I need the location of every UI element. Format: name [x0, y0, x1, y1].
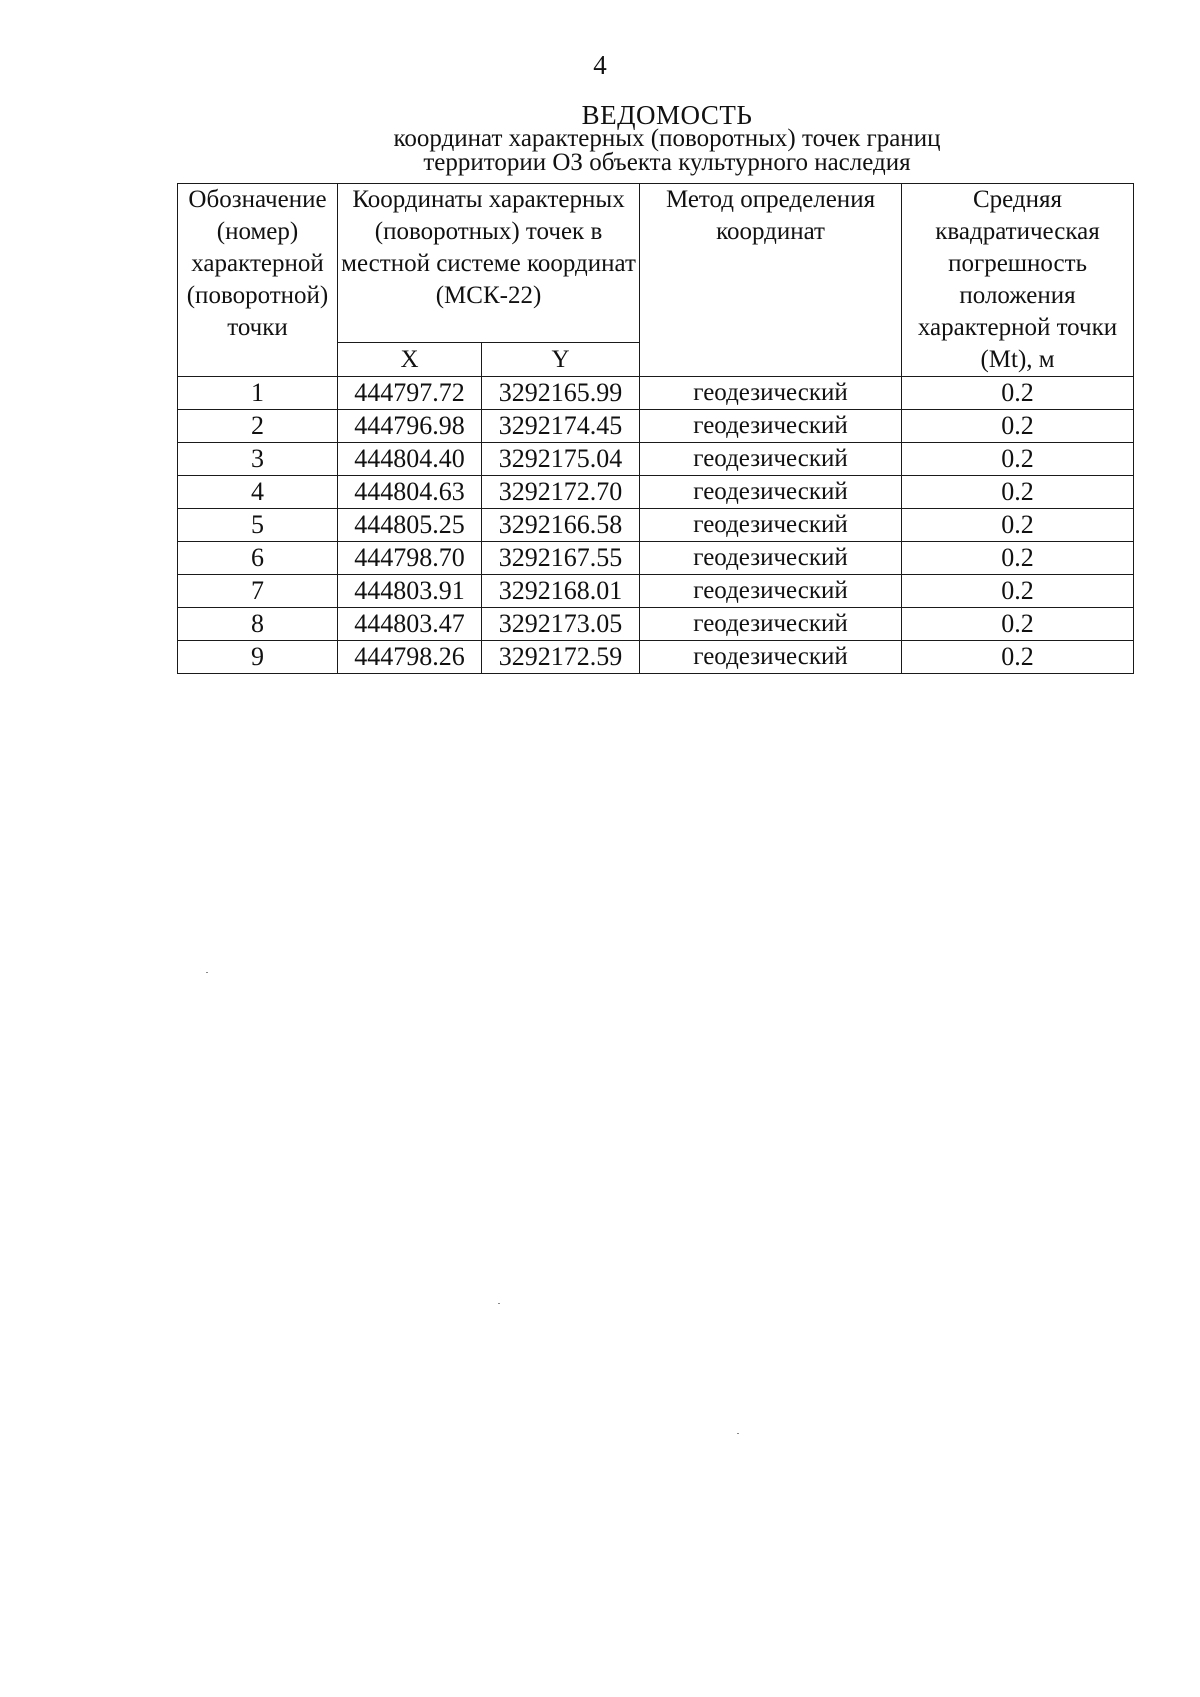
table-row — [178, 410, 1134, 443]
error-cell: 0.2 — [902, 542, 1134, 575]
error-cell: 0.2 — [902, 509, 1134, 542]
table-body — [178, 377, 1134, 674]
table-row — [178, 608, 1134, 641]
x-coordinate-cell: 444804.63 — [338, 476, 482, 509]
table-row — [178, 509, 1134, 542]
point-number-cell: 7 — [178, 575, 338, 608]
page-number: 4 — [593, 50, 607, 80]
scan-speck — [206, 972, 208, 973]
table-row — [178, 641, 1134, 674]
x-coordinate-cell: 444803.47 — [338, 608, 482, 641]
x-coordinate-cell: 444796.98 — [338, 410, 482, 443]
method-cell: геодезический — [640, 575, 902, 608]
y-coordinate-cell: 3292172.70 — [482, 476, 640, 509]
y-coordinate-cell: 3292165.99 — [482, 377, 640, 410]
y-coordinate-cell: 3292172.59 — [482, 641, 640, 674]
subtitle-line-1: координат характерных (поворотных) точек границ — [393, 125, 941, 152]
table-row — [178, 575, 1134, 608]
y-coordinate-cell: 3292168.01 — [482, 575, 640, 608]
error-cell: 0.2 — [902, 575, 1134, 608]
header-error: Средняя квадратическая погрешность положения характерной точки (Mt), м — [902, 184, 1134, 377]
header-designation: Обозначение (номер) характерной (поворотной) точки — [178, 184, 338, 377]
x-coordinate-cell: 444804.40 — [338, 443, 482, 476]
error-cell: 0.2 — [902, 641, 1134, 674]
point-number-cell: 2 — [178, 410, 338, 443]
error-cell: 0.2 — [902, 377, 1134, 410]
y-coordinate-cell: 3292175.04 — [482, 443, 640, 476]
x-coordinate-cell: 444798.26 — [338, 641, 482, 674]
table-row — [178, 542, 1134, 575]
error-cell: 0.2 — [902, 608, 1134, 641]
y-coordinate-cell: 3292173.05 — [482, 608, 640, 641]
y-coordinate-cell: 3292166.58 — [482, 509, 640, 542]
point-number-cell: 6 — [178, 542, 338, 575]
subtitle-line-2: территории ОЗ объекта культурного наследия — [423, 149, 911, 176]
x-coordinate-cell: 444798.70 — [338, 542, 482, 575]
method-cell: геодезический — [640, 443, 902, 476]
document-subtitle — [0, 127, 1200, 175]
table-row — [178, 443, 1134, 476]
point-number-cell: 3 — [178, 443, 338, 476]
point-number-cell: 5 — [178, 509, 338, 542]
method-cell: геодезический — [640, 377, 902, 410]
x-coordinate-cell: 444803.91 — [338, 575, 482, 608]
header-y: Y — [482, 343, 640, 377]
point-number-cell: 8 — [178, 608, 338, 641]
error-cell: 0.2 — [902, 476, 1134, 509]
coordinates-table — [177, 183, 1134, 674]
x-coordinate-cell: 444805.25 — [338, 509, 482, 542]
method-cell: геодезический — [640, 410, 902, 443]
document-title: ВЕДОМОСТЬ — [581, 100, 753, 130]
error-cell: 0.2 — [902, 410, 1134, 443]
scan-speck — [498, 1303, 500, 1304]
method-cell: геодезический — [640, 608, 902, 641]
method-cell: геодезический — [640, 641, 902, 674]
point-number-cell: 1 — [178, 377, 338, 410]
point-number-cell: 4 — [178, 476, 338, 509]
header-x: X — [338, 343, 482, 377]
method-cell: геодезический — [640, 542, 902, 575]
header-coordinates: Координаты характерных (поворотных) точек в местной системе координат (МСК-22) — [338, 184, 640, 343]
method-cell: геодезический — [640, 476, 902, 509]
table-row — [178, 476, 1134, 509]
y-coordinate-cell: 3292167.55 — [482, 542, 640, 575]
method-cell: геодезический — [640, 509, 902, 542]
scan-speck — [737, 1433, 739, 1434]
point-number-cell: 9 — [178, 641, 338, 674]
error-cell: 0.2 — [902, 443, 1134, 476]
x-coordinate-cell: 444797.72 — [338, 377, 482, 410]
table-row — [178, 377, 1134, 410]
y-coordinate-cell: 3292174.45 — [482, 410, 640, 443]
header-method: Метод определения координат — [640, 184, 902, 377]
